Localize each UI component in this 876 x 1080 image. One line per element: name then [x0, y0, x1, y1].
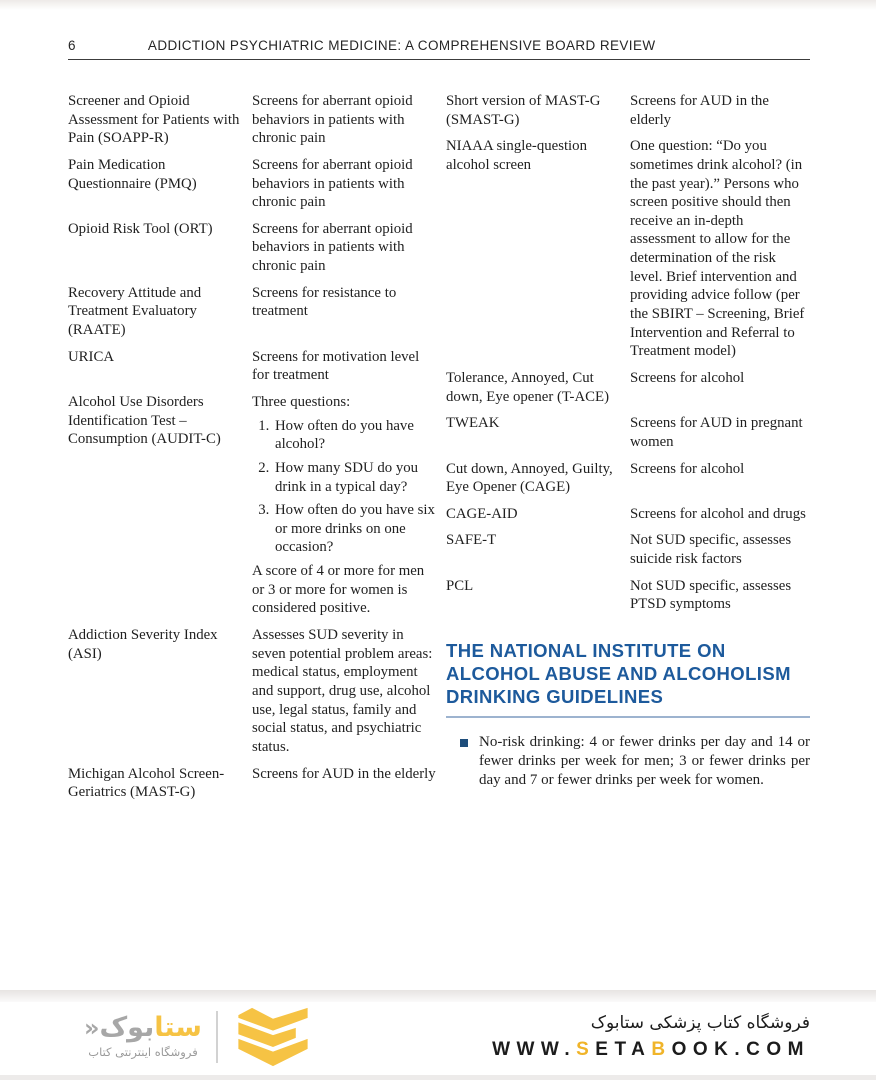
table-row	[68, 156, 438, 212]
tool-name: Alcohol Use Disorders Identification Test – Consumption (AUDIT-C)	[68, 393, 221, 448]
logo-tagline: فروشگاه اینترنتی کتاب	[88, 1045, 198, 1059]
page-body	[0, 60, 876, 990]
right-column	[446, 92, 810, 990]
table-row	[446, 460, 810, 497]
guideline-text: No-risk drinking: 4 or fewer drinks per day and 14 or fewer drinks per week for men; 3 or fewer drinks per day and 7 or fewer drinks per week for women.	[479, 733, 810, 789]
tool-description: Screens for aberrant opioid behaviors in patients with chronic pain	[252, 220, 413, 275]
tool-name: Screener and Opioid Assessment for Patients with Pain (SOAPP-R)	[68, 93, 240, 147]
site-url	[492, 1039, 810, 1061]
table-row	[68, 220, 438, 276]
footer-text-block	[492, 1013, 810, 1061]
audit-c-scoring-note: A score of 4 or more for men or 3 or more for women is considered positive.	[252, 563, 425, 617]
tool-description: One question: “Do you sometimes drink alcohol? (in the past year).” Persons who screen positive should then receive an in-depth assessment to allow for the determination of the risk level. Brief intervention and providing advice follow (per the SBIRT – Screening, Brief Intervention and Referral to Treatment model)	[630, 138, 805, 360]
tool-name: Recovery Attitude and Treatment Evaluatory (RAATE)	[68, 284, 202, 339]
audit-c-question-list	[252, 417, 438, 557]
wordmark-yellow-part: ستا	[154, 1012, 202, 1043]
tool-name: Cut down, Annoyed, Guilty, Eye Opener (CAGE)	[446, 460, 613, 496]
tool-description: Screens for aberrant opioid behaviors in patients with chronic pain	[252, 156, 413, 211]
page-edge-shade	[0, 0, 876, 10]
audit-c-question: 1. How often do you have alcohol?	[273, 417, 438, 454]
square-bullet-icon	[460, 739, 468, 747]
tool-description: Assesses SUD severity in seven potential problem areas: medical status, employment and support, drug use, alcohol use, legal status, family and social status, and psychiatric status.	[252, 627, 433, 755]
url-segment: ETA	[595, 1038, 652, 1060]
audit-c-question: 2. How many SDU do you drink in a typical day?	[273, 459, 438, 496]
table-row	[446, 505, 810, 524]
url-segment-accent: B	[651, 1038, 672, 1060]
table-row	[446, 92, 810, 129]
wordmark-gray-part: بوک	[99, 1012, 155, 1043]
tool-description: Not SUD specific, assesses PTSD symptoms	[630, 577, 792, 613]
guideline-bullet-list	[446, 733, 810, 791]
logo-divider	[216, 1011, 218, 1063]
tool-description: Screens for alcohol	[630, 460, 745, 477]
tool-name: NIAAA single-question alcohol screen	[446, 138, 587, 173]
page-header	[0, 10, 876, 60]
tool-name: Opioid Risk Tool (ORT)	[68, 220, 213, 237]
page-number: 6	[68, 38, 76, 53]
table-row	[446, 414, 810, 451]
url-segment-accent: S	[576, 1038, 596, 1060]
publisher-footer	[0, 1002, 876, 1080]
running-title: ADDICTION PSYCHIATRIC MEDICINE: A COMPREHENSIVE BOARD REVIEW	[147, 38, 656, 53]
audit-c-intro: Three questions:	[252, 393, 351, 410]
table-row	[446, 577, 810, 614]
tool-name: PCL	[446, 577, 474, 594]
tool-description: Screens for alcohol	[630, 369, 745, 386]
list-item	[446, 733, 810, 791]
tool-description: Screens for alcohol and drugs	[630, 505, 806, 522]
tool-name: TWEAK	[446, 415, 500, 432]
logo-wordmark-block	[84, 1014, 202, 1059]
url-segment: WWW.	[492, 1038, 577, 1060]
tool-description: Not SUD specific, assesses suicide risk factors	[630, 532, 792, 568]
tool-name: CAGE-AID	[446, 505, 518, 522]
tool-description: Screens for aberrant opioid behaviors in patients with chronic pain	[252, 93, 413, 147]
table-row	[68, 92, 438, 148]
tool-name: SAFE-T	[446, 532, 497, 549]
screening-tools-table-left	[68, 92, 438, 990]
table-row	[68, 284, 438, 340]
audit-c-question: 3. How often do you have six or more drinks on one occasion?	[273, 501, 438, 557]
stacked-chevrons-icon	[232, 1006, 314, 1068]
page-bottom-shadow	[0, 990, 876, 1002]
table-row	[68, 626, 438, 756]
url-segment: OOK.COM	[671, 1038, 810, 1060]
tool-name: Addiction Severity Index (ASI)	[68, 627, 218, 662]
tool-description: Screens for motivation level for treatment	[252, 348, 420, 384]
store-name-farsi: فروشگاه کتاب پزشکی ستابوک	[590, 1012, 810, 1033]
table-row	[68, 765, 438, 802]
tool-description: Screens for resistance to treatment	[252, 284, 397, 320]
tool-description: Screens for AUD in the elderly	[630, 93, 769, 128]
screening-tools-table-right	[446, 92, 810, 614]
logo-wordmark	[84, 1014, 202, 1041]
tool-name: Short version of MAST-G (SMAST-G)	[446, 93, 601, 128]
tool-name: Pain Medication Questionnaire (PMQ)	[68, 156, 197, 192]
tool-name: URICA	[68, 348, 115, 365]
table-row-audit-c	[68, 393, 438, 618]
guillemet-icon: «	[84, 1014, 100, 1042]
table-row	[446, 369, 810, 406]
table-row	[446, 531, 810, 568]
tool-description: Screens for AUD in the elderly	[252, 765, 436, 782]
table-row	[446, 137, 810, 361]
setabook-logo	[84, 1006, 314, 1068]
tool-description: Screens for AUD in pregnant women	[630, 415, 803, 450]
tool-name: Michigan Alcohol Screen-Geriatrics (MAST-G)	[68, 765, 225, 801]
tool-description	[252, 393, 438, 618]
tool-name: Tolerance, Annoyed, Cut down, Eye opener (T-ACE)	[446, 369, 609, 405]
table-row	[68, 348, 438, 385]
section-heading-niaaa-guidelines: THE NATIONAL INSTITUTE ON ALCOHOL ABUSE AND ALCOHOLISM DRINKING GUIDELINES	[446, 640, 810, 718]
